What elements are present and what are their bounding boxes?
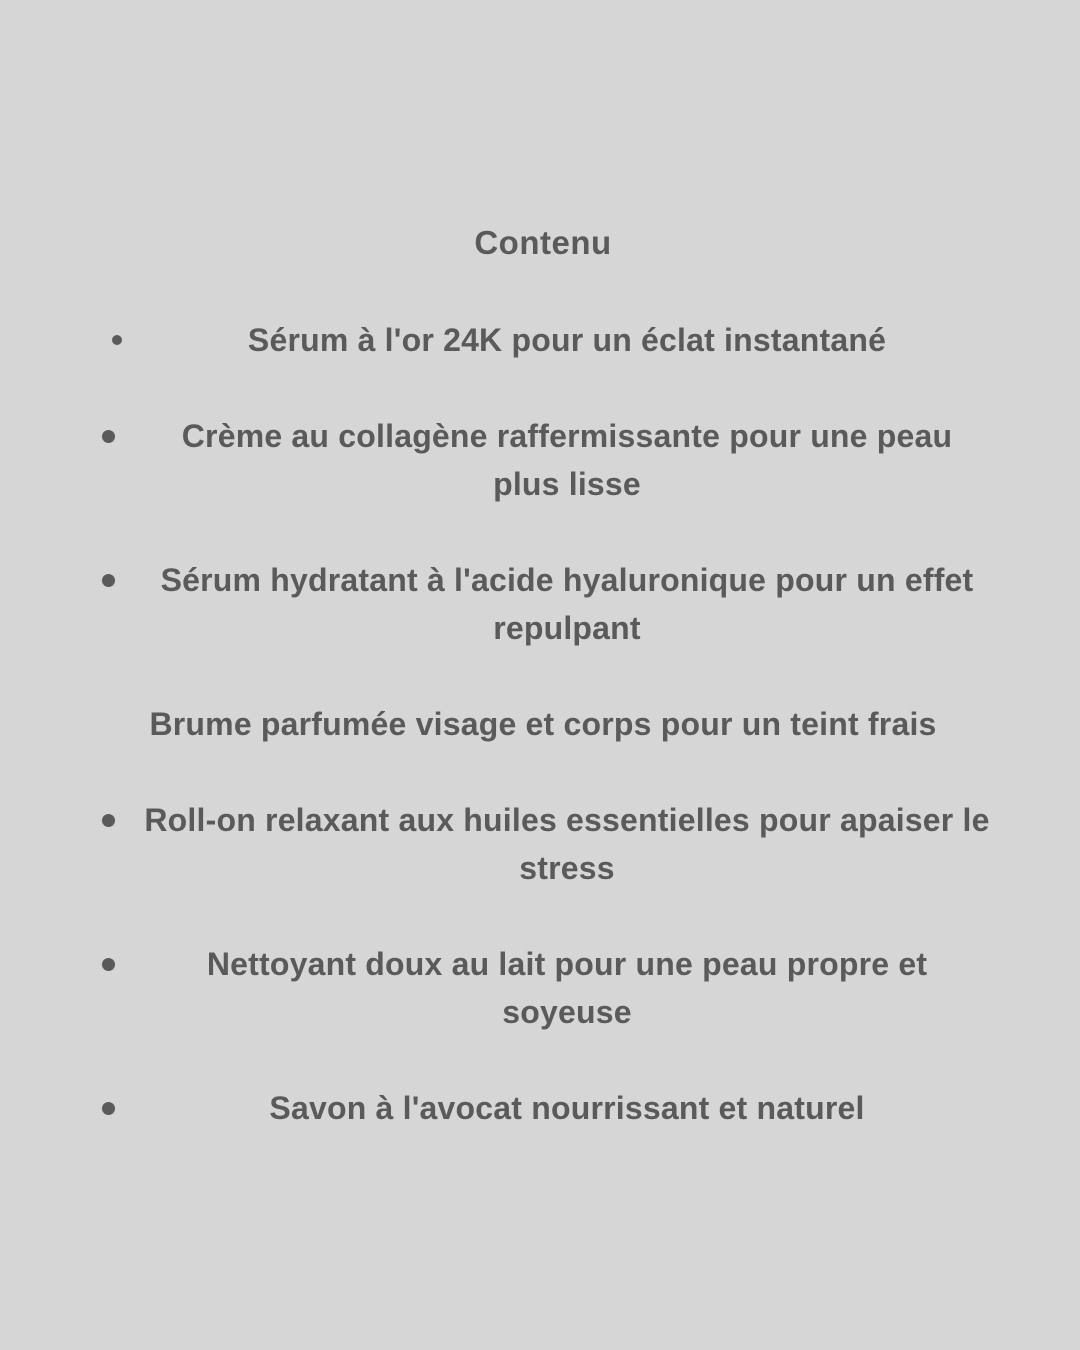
- bullet-icon: [102, 958, 115, 971]
- list-item-text: Sérum à l'or 24K pour un éclat instantané: [247, 322, 887, 358]
- bullet-cell: [96, 412, 144, 460]
- list-item-text: Crème au collagène raffermissante pour une peau plus lisse: [181, 418, 953, 502]
- content-block: [96, 219, 990, 1132]
- list-item: [96, 556, 990, 652]
- list-item: [96, 1084, 990, 1132]
- bullet-icon: [102, 430, 115, 443]
- list-item-text: Brume parfumée visage et corps pour un teint frais: [149, 706, 937, 742]
- bullet-icon: [102, 1102, 115, 1115]
- list-item-text: Roll-on relaxant aux huiles essentielles pour apaiser le stress: [144, 802, 990, 886]
- bullet-icon: [102, 574, 115, 587]
- page-title: Contenu: [474, 224, 612, 261]
- bullet-cell: [96, 796, 144, 844]
- list-item-text: Sérum hydratant à l'acide hyaluronique pour un effet repulpant: [160, 562, 974, 646]
- bullet-cell: [96, 940, 144, 988]
- list-item: [96, 316, 990, 364]
- content-list: [96, 316, 990, 1132]
- list-item-text: Nettoyant doux au lait pour une peau propre et soyeuse: [206, 946, 928, 1030]
- list-item: [96, 796, 990, 892]
- bullet-cell: [96, 316, 144, 364]
- bullet-cell: [96, 1084, 144, 1132]
- list-item: [96, 700, 990, 748]
- list-item: [96, 412, 990, 508]
- list-item-text: Savon à l'avocat nourrissant et naturel: [269, 1090, 865, 1126]
- list-item: [96, 940, 990, 1036]
- bullet-icon: [112, 335, 122, 345]
- bullet-cell: [96, 556, 144, 604]
- bullet-icon: [102, 814, 115, 827]
